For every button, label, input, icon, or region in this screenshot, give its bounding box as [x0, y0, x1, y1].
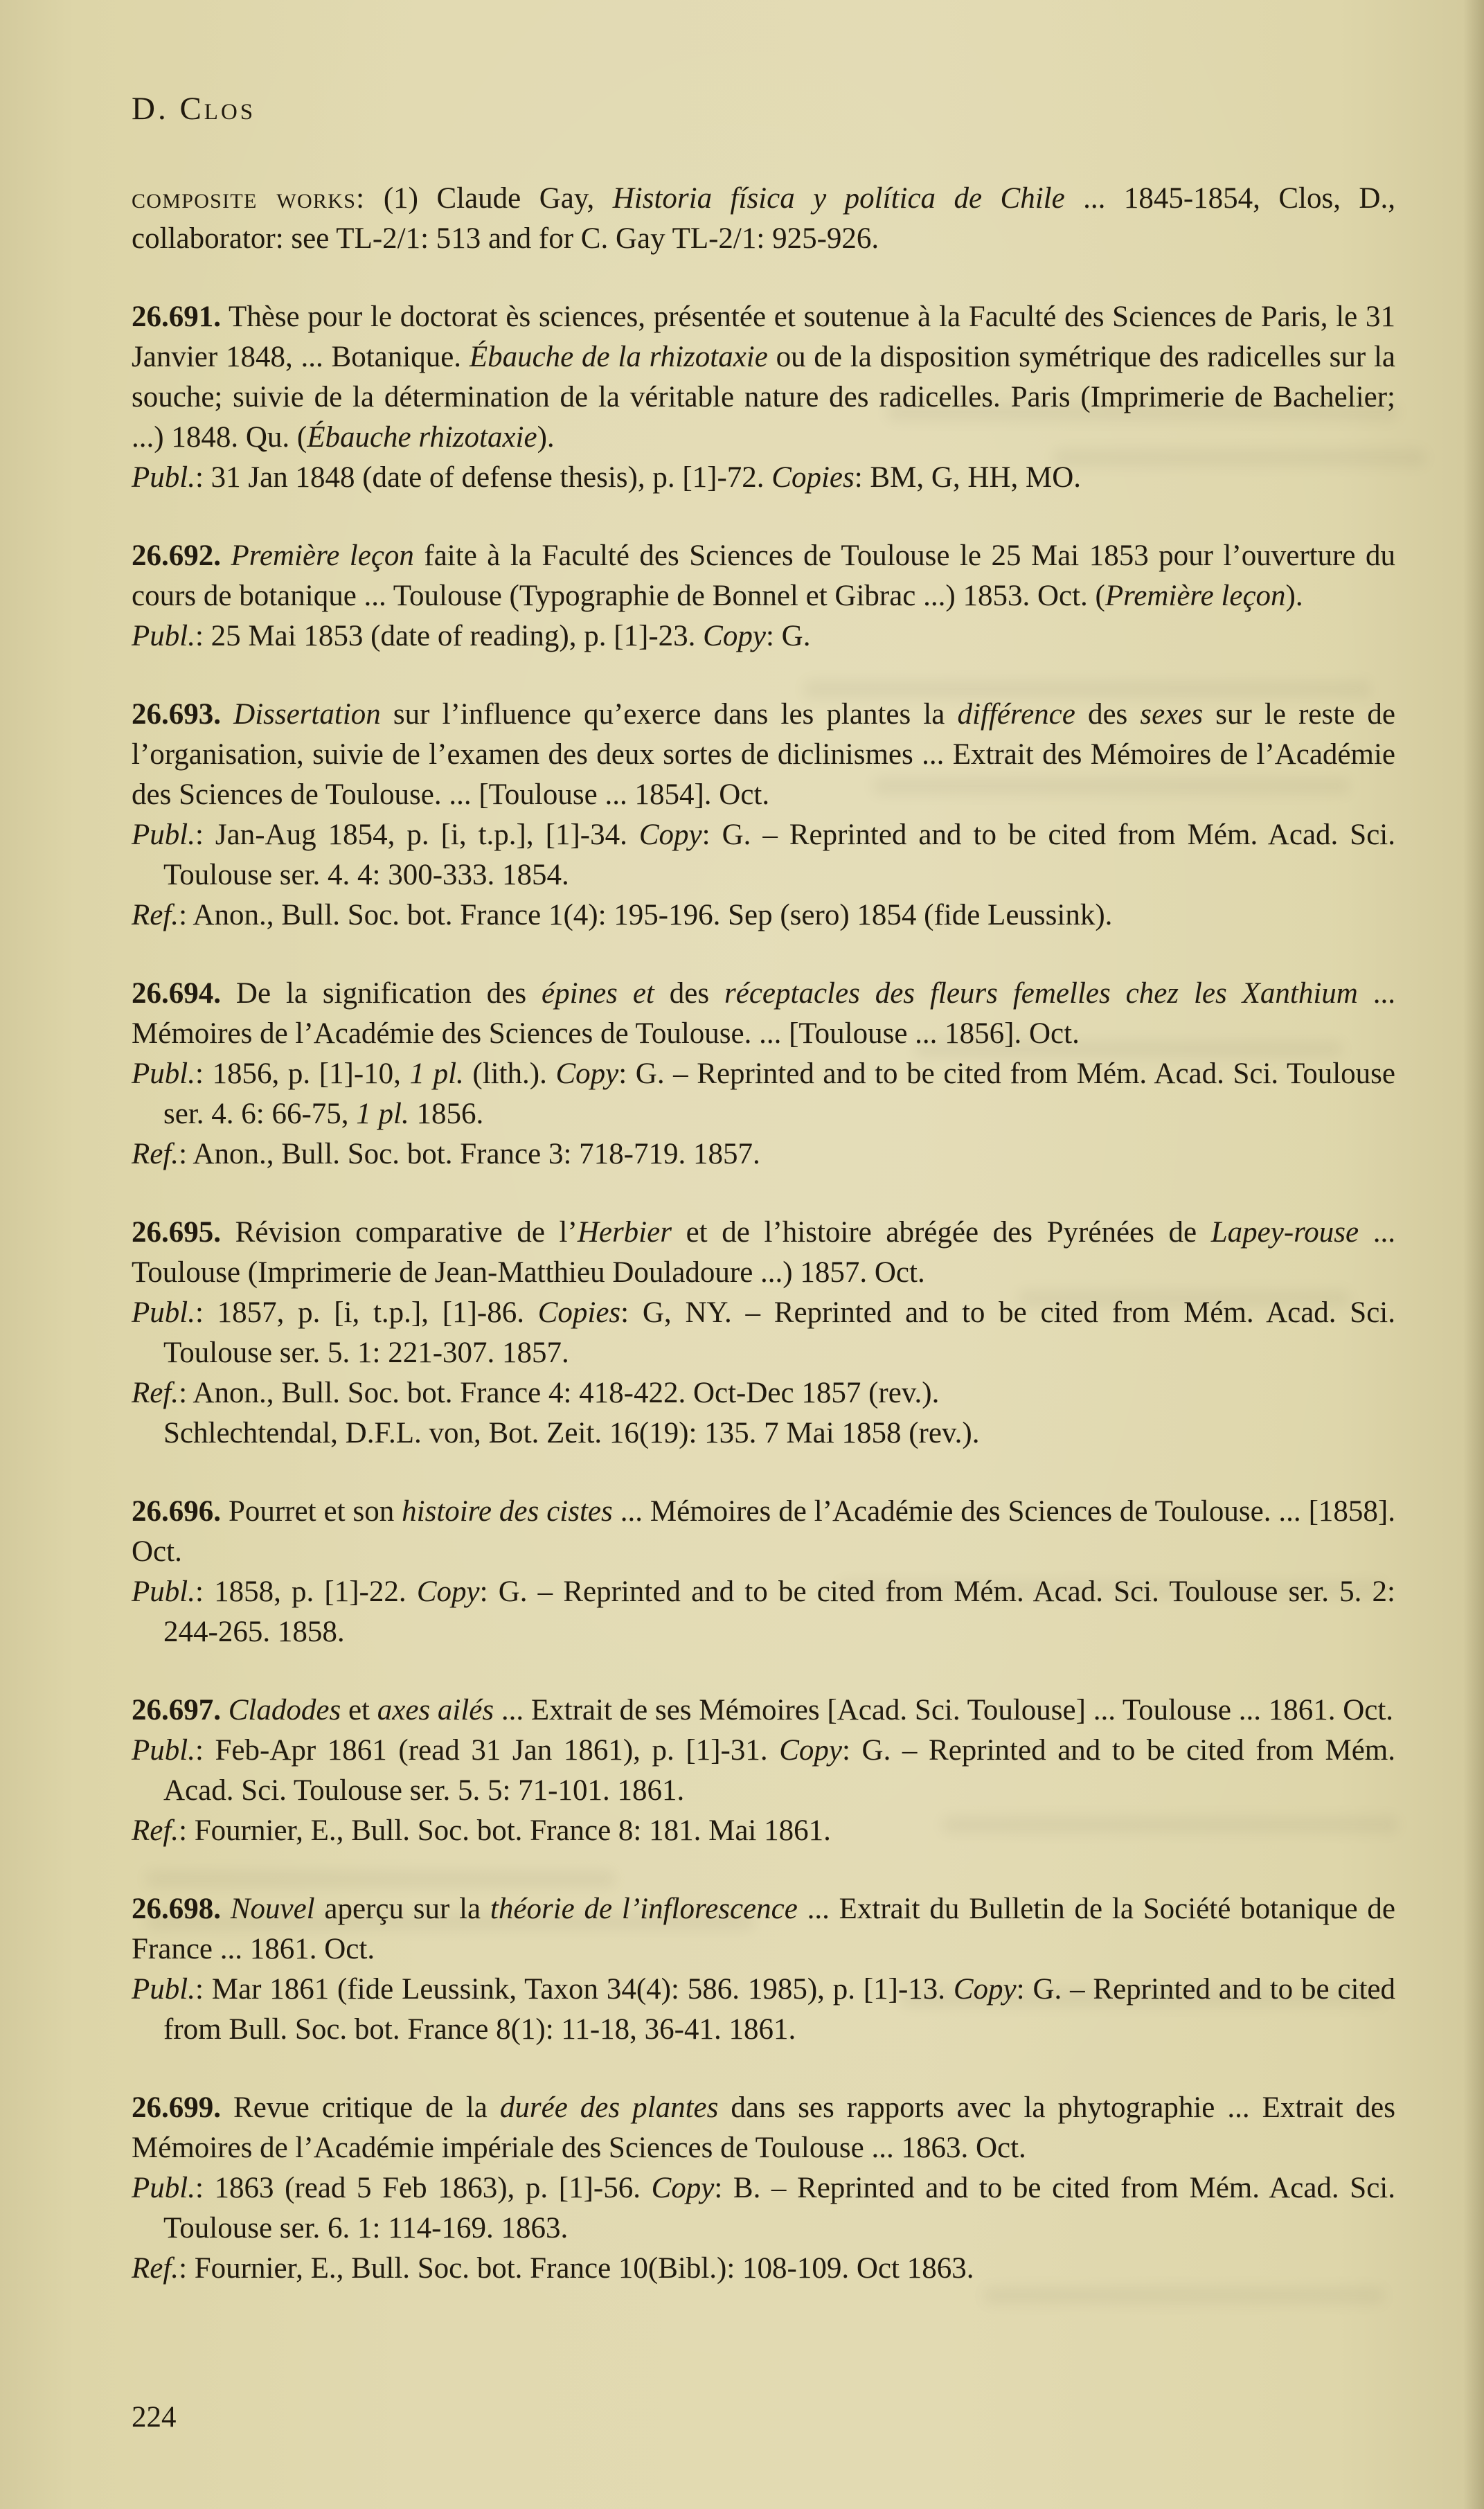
entry-26.696-title — [132, 1492, 1395, 1572]
text-segment: : Feb-Apr 1861 (read 31 Jan 1861), p. [1]-31. — [195, 1734, 780, 1767]
entry-26.699-publication — [132, 2168, 1395, 2249]
entry-26.692 — [132, 536, 1395, 657]
page-edge-shadow — [1463, 0, 1484, 2509]
entry-26.693-title — [132, 695, 1395, 815]
text-segment: Révision comparative de l’ — [221, 1216, 578, 1249]
text-segment: sur l’influence qu’exerce dans les plantes la — [380, 698, 958, 731]
text-segment: Publ. — [132, 1296, 195, 1329]
text-segment — [221, 539, 231, 572]
text-segment: Copy — [651, 2172, 715, 2204]
entry-26.695-title — [132, 1213, 1395, 1293]
text-segment: Copy — [555, 1057, 619, 1090]
text-segment: : Anon., Bull. Soc. bot. France 3: 718-719. 1857. — [179, 1138, 760, 1170]
text-segment: Ref. — [132, 1814, 179, 1847]
entry-26.695-reference — [132, 1373, 1395, 1454]
text-segment: Copies — [771, 461, 855, 494]
text-segment: sur le reste de l’organisation, suivie de l’examen des deux sortes de diclinismes ... Extrait des Mémoires de l’Académie des Sciences de Toulouse. ... [Toulouse ... 1854]. Oct. — [132, 698, 1395, 811]
entry-number: 26.699. — [132, 2091, 221, 2124]
text-segment: sexes — [1140, 698, 1204, 731]
text-segment: axes ailés — [377, 1694, 494, 1726]
entry-26.699-reference — [132, 2249, 1395, 2289]
text-segment: et — [341, 1694, 377, 1726]
entry-26.697 — [132, 1690, 1395, 1851]
text-segment: : G. – Reprinted and to be cited from Mém. Acad. Sci. Toulouse ser. 4. 4: 300-333. 1854. — [163, 819, 1395, 891]
text-segment: Thèse pour le doctorat ès sciences, présentée et soutenue à la Faculté des Sciences de Paris, le 31 Janvier 1848, ... Botanique. — [132, 301, 1395, 373]
entry-number: 26.692. — [132, 539, 221, 572]
entry-26.695-publication — [132, 1293, 1395, 1373]
text-segment: Première leçon — [231, 539, 414, 572]
text-segment: Ref. — [132, 2252, 179, 2285]
entry-26.694 — [132, 974, 1395, 1175]
entry-26.698 — [132, 1889, 1395, 2050]
text-segment: des — [1075, 698, 1141, 731]
text-segment: Copies — [537, 1296, 621, 1329]
text-segment: dans ses rapports avec la phytographie ... Extrait des Mémoires de l’Académie impériale des Sciences de Toulouse ... 1863. Oct. — [132, 2091, 1395, 2164]
text-segment: ... Extrait du Bulletin de la Société botanique de France ... 1861. Oct. — [132, 1893, 1396, 1965]
text-segment: : Mar 1861 (fide Leussink, Taxon 34(4): 586. 1985), p. [1]-13. — [195, 1973, 954, 2006]
text-segment: : 31 Jan 1848 (date of defense thesis), p. [1]-72. — [195, 461, 772, 494]
text-segment: Historia física y política de Chile — [612, 182, 1065, 215]
text-segment: 1 pl. — [356, 1098, 409, 1130]
entry-26.694-title — [132, 974, 1395, 1054]
entry-26.694-publication — [132, 1054, 1395, 1134]
text-segment: Ref. — [132, 899, 179, 931]
entry-26.691-title — [132, 297, 1395, 458]
composite-works-paragraph — [132, 179, 1395, 259]
text-segment: Ébauche rhizotaxie — [307, 421, 537, 454]
text-segment: ). — [1285, 580, 1303, 612]
text-segment: des — [654, 977, 725, 1010]
text-segment: Publ. — [132, 1973, 195, 2006]
text-segment: Revue critique de la — [221, 2091, 500, 2124]
text-segment: Copy — [953, 1973, 1017, 2006]
text-segment: : G. – Reprinted and to be cited from Mém. Acad. Sci. Toulouse ser. 5. 2: 244-265. 1858. — [163, 1575, 1395, 1648]
text-segment: aperçu sur la — [314, 1893, 490, 1925]
text-segment: Publ. — [132, 2172, 195, 2204]
text-segment: réceptacles des fleurs femelles chez les Xanthium — [724, 977, 1358, 1010]
text-segment: : BM, G, HH, MO. — [854, 461, 1082, 494]
entry-26.691-publication — [132, 458, 1395, 498]
text-segment: : Jan-Aug 1854, p. [i, t.p.], [1]-34. — [195, 819, 639, 851]
text-segment: : 1858, p. [1]-22. — [195, 1575, 417, 1608]
page-number: 224 — [132, 2401, 177, 2434]
text-segment: (lith.). — [463, 1057, 556, 1090]
entry-number: 26.696. — [132, 1495, 221, 1528]
entry-26.698-publication — [132, 1970, 1395, 2050]
text-segment: (1) Claude Gay, — [365, 182, 613, 215]
text-segment: ... Mémoires de l’Académie des Sciences de Toulouse. ... [1858]. Oct. — [132, 1495, 1395, 1568]
text-segment: ... Extrait de ses Mémoires [Acad. Sci. Toulouse] ... Toulouse ... 1861. Oct. — [494, 1694, 1394, 1726]
text-segment: Copy — [416, 1575, 480, 1608]
entry-26.698-title — [132, 1889, 1395, 1970]
text-segment: : 1856, p. [1]-10, — [195, 1057, 410, 1090]
entry-number: 26.691. — [132, 301, 221, 333]
text-segment: épines et — [542, 977, 654, 1010]
entries-list — [132, 297, 1395, 2289]
text-segment: 1856. — [409, 1098, 484, 1130]
text-segment: : 25 Mai 1853 (date of reading), p. [1]-23. — [195, 620, 704, 652]
section-label: composite works: — [132, 182, 366, 215]
text-segment: différence — [957, 698, 1075, 731]
text-segment: Ref. — [132, 1138, 179, 1170]
running-head-author: D. Clos — [132, 91, 256, 127]
text-segment: Publ. — [132, 1734, 195, 1767]
text-column — [132, 89, 1395, 2289]
text-segment: : 1857, p. [i, t.p.], [1]-86. — [195, 1296, 538, 1329]
entry-26.695 — [132, 1213, 1395, 1454]
text-segment: 1 pl. — [409, 1057, 464, 1090]
text-segment: ou de la disposition symétrique des radicelles sur la souche; suivie de la détermination de la véritable nature des radicelles. Paris (Imprimerie de Bachelier; ...) 1848. Qu. ( — [132, 341, 1395, 454]
text-segment: Publ. — [132, 1057, 195, 1090]
text-segment: : Fournier, E., Bull. Soc. bot. France 10(Bibl.): 108-109. Oct 1863. — [179, 2252, 974, 2285]
text-segment: Pourret et son — [221, 1495, 402, 1528]
text-segment: Cladodes — [228, 1694, 341, 1726]
entry-number: 26.698. — [132, 1893, 221, 1925]
text-segment: : Anon., Bull. Soc. bot. France 4: 418-422. Oct-Dec 1857 (rev.). — [179, 1377, 940, 1409]
text-segment: durée des plantes — [499, 2091, 719, 2124]
text-segment: ... 1845-1854, Clos, D., collaborator: see TL-2/1: 513 and for C. Gay TL-2/1: 925-926. — [132, 182, 1395, 255]
text-segment — [221, 1694, 229, 1726]
text-segment: : G. – Reprinted and to be cited from Mém. Acad. Sci. Toulouse ser. 5. 5: 71-101. 1861. — [163, 1734, 1395, 1807]
text-segment: : 1863 (read 5 Feb 1863), p. [1]-56. — [195, 2172, 652, 2204]
entry-26.697-publication — [132, 1731, 1395, 1811]
text-segment: Publ. — [132, 1575, 195, 1608]
entry-26.696 — [132, 1492, 1395, 1652]
text-segment: : G. — [765, 620, 811, 652]
text-segment: Première leçon — [1105, 580, 1286, 612]
text-segment: Nouvel — [230, 1893, 315, 1925]
text-segment: : Anon., Bull. Soc. bot. France 1(4): 195-196. Sep (sero) 1854 (fide Leussink). — [179, 899, 1113, 931]
text-segment: histoire des cistes — [402, 1495, 613, 1528]
text-segment: Herbier — [577, 1216, 672, 1249]
text-segment: Copy — [638, 819, 702, 851]
entry-26.694-reference — [132, 1134, 1395, 1175]
text-segment: faite à la Faculté des Sciences de Toulouse le 25 Mai 1853 pour l’ouverture du cours de botanique ... Toulouse (Typographie de Bonnel et Gibrac ...) 1853. Oct. ( — [132, 539, 1396, 612]
entry-number: 26.693. — [132, 698, 221, 731]
text-segment: Dissertation — [233, 698, 381, 731]
text-segment: Copy — [779, 1734, 842, 1767]
text-segment: et de l’histoire abrégée des Pyrénées de — [671, 1216, 1211, 1249]
text-segment: : G, NY. – Reprinted and to be cited from Mém. Acad. Sci. Toulouse ser. 5. 1: 221-307. 1857. — [163, 1296, 1395, 1369]
entry-26.692-publication — [132, 616, 1395, 657]
text-segment: ). — [537, 421, 555, 454]
entry-number: 26.694. — [132, 977, 221, 1010]
entry-26.691 — [132, 297, 1395, 498]
text-segment: théorie de l’inflorescence — [490, 1893, 798, 1925]
entry-26.697-title — [132, 1690, 1395, 1731]
text-segment: : B. – Reprinted and to be cited from Mém. Acad. Sci. Toulouse ser. 6. 1: 114-169. 1863. — [163, 2172, 1395, 2244]
entry-26.699 — [132, 2088, 1395, 2289]
entry-26.692-title — [132, 536, 1395, 616]
text-segment: : G. – Reprinted and to be cited from Bull. Soc. bot. France 8(1): 11-18, 36-41. 1861. — [163, 1973, 1395, 2046]
text-segment: Publ. — [132, 620, 195, 652]
entry-26.693-publication — [132, 815, 1395, 895]
entry-number: 26.697. — [132, 1694, 221, 1726]
entry-26.693-reference — [132, 895, 1395, 936]
text-segment: ... Toulouse (Imprimerie de Jean-Matthieu Douladoure ...) 1857. Oct. — [132, 1216, 1395, 1289]
text-segment: De la signification des — [221, 977, 542, 1010]
entry-26.693 — [132, 695, 1395, 936]
text-segment: Publ. — [132, 461, 195, 494]
text-segment — [221, 1893, 231, 1925]
text-segment: ... Mémoires de l’Académie des Sciences de Toulouse. ... [Toulouse ... 1856]. Oct. — [132, 977, 1396, 1050]
text-segment: : G. – Reprinted and to be cited from Mém. Acad. Sci. Toulouse ser. 4. 6: 66-75, — [163, 1057, 1396, 1130]
entry-26.697-reference — [132, 1811, 1395, 1851]
entry-26.696-publication — [132, 1572, 1395, 1652]
bleed-through-smudge — [983, 2287, 1385, 2305]
text-segment: Lapey-rouse — [1210, 1216, 1359, 1249]
text-segment: : Fournier, E., Bull. Soc. bot. France 8: 181. Mai 1861. — [179, 1814, 831, 1847]
text-segment: Copy — [703, 620, 766, 652]
text-segment: Ébauche de la rhizotaxie — [469, 341, 768, 373]
text-segment: Publ. — [132, 819, 195, 851]
text-segment: Ref. — [132, 1377, 179, 1409]
text-segment — [221, 698, 233, 731]
text-segment: Schlechtendal, D.F.L. von, Bot. Zeit. 16(19): 135. 7 Mai 1858 (rev.). — [163, 1417, 980, 1449]
entry-26.699-title — [132, 2088, 1395, 2168]
entry-number: 26.695. — [132, 1216, 221, 1249]
